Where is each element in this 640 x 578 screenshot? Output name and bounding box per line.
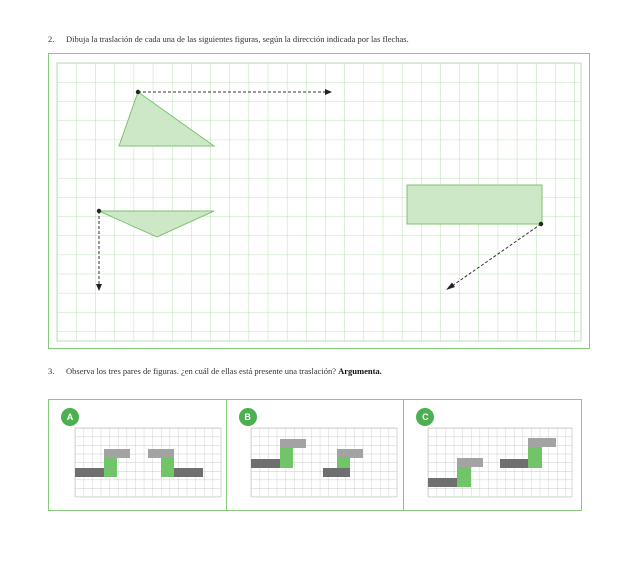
question-2 [48, 34, 409, 44]
pair-a-left-bottom-gray-bar [75, 468, 104, 477]
pair-c-left-top-gray-bar [457, 458, 483, 467]
pair-b-left-bottom-gray-bar [251, 459, 280, 468]
pair-a-panel [49, 400, 227, 510]
pair-b-right-bottom-gray-bar [323, 468, 350, 477]
pair-c-right-top-gray-bar [528, 438, 556, 447]
translation-grid-frame [48, 53, 590, 349]
pair-c-right-bottom-gray-bar [500, 459, 528, 468]
pair-c-left-green-square [457, 467, 471, 487]
question-2-text: Dibuja la traslación de cada una de las siguientes figuras, según la dirección indicada por las flechas. [66, 34, 409, 44]
pair-b-left-top-gray-bar [280, 439, 306, 448]
pair-b-panel [227, 400, 405, 510]
question-2-number: 2. [48, 34, 55, 44]
pair-b-left-green-square [280, 448, 293, 468]
pair-a-badge: A [61, 408, 79, 426]
pair-a-left-top-gray-bar [104, 449, 130, 458]
pair-c-panel [404, 400, 581, 510]
question-3-number: 3. [48, 366, 55, 376]
pair-a-right-bottom-gray-bar [174, 468, 203, 477]
rectangle-shape [407, 185, 542, 224]
pair-b-right-top-gray-bar [337, 449, 363, 458]
figure-pairs-frame [48, 399, 582, 511]
pair-a-grid [49, 400, 227, 512]
pair-c-grid [404, 400, 582, 512]
pair-a-right-top-gray-bar [148, 449, 174, 458]
pair-b-grid [227, 400, 405, 512]
question-3 [48, 366, 382, 376]
pair-c-badge: C [416, 408, 434, 426]
pair-c-right-green-square [528, 447, 542, 468]
question-3-text: Observa los tres pares de figuras. ¿en cuál de ellas está presente una traslación? [66, 366, 336, 376]
pair-a-left-green-square [104, 458, 117, 477]
pair-c-left-bottom-gray-bar [428, 478, 457, 487]
pair-b-badge: B [239, 408, 257, 426]
pair-a-right-green-square [161, 458, 174, 477]
translation-grid [49, 54, 591, 350]
question-3-emphasis: Argumenta. [338, 366, 382, 376]
